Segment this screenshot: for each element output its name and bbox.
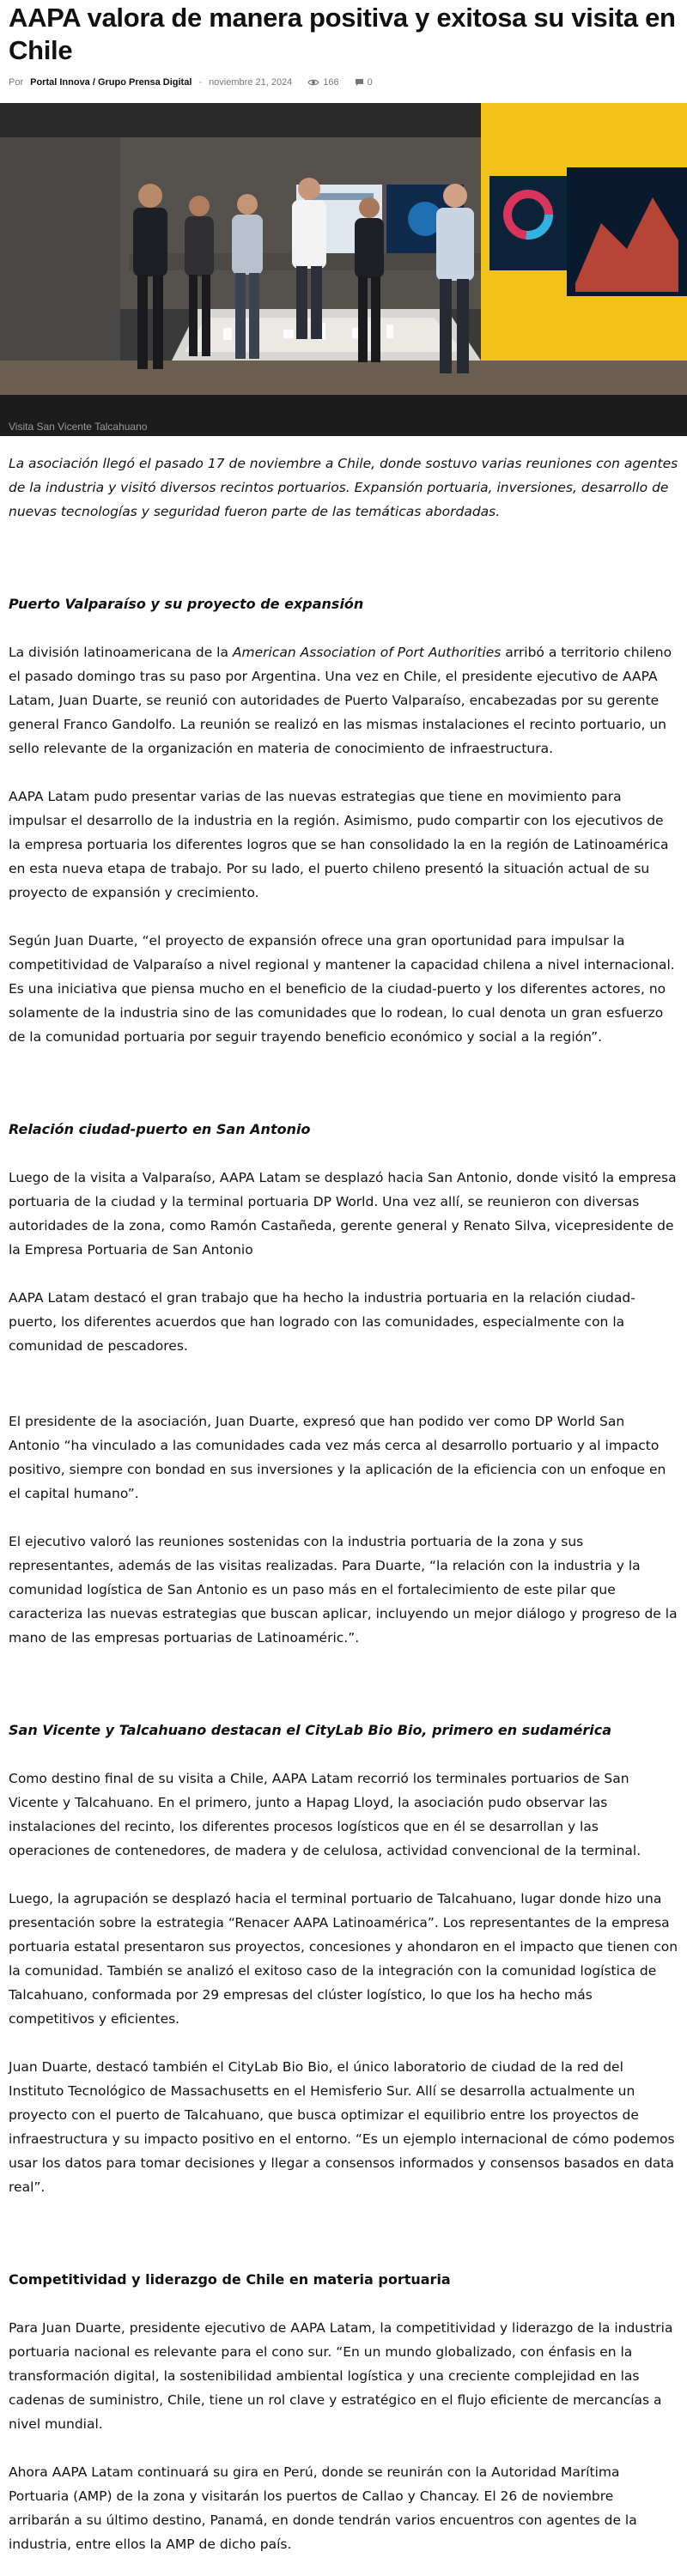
paragraph: Para Juan Duarte, presidente ejecutivo de AAPA Latam, la competitividad y liderazgo de la industria portuaria nacional es relevante para el cono sur. “En un mundo globalizado, con énfasis en la transformación digital, la sostenibilidad ambiental logística y una creciente complejidad en las cadenas de suministro, Chile, tiene un rol clave y estratégico en el flujo eficiente de mercancías a nivel mundial. — [9, 2320, 673, 2432]
paragraph: El presidente de la asociación, Juan Duarte, expresó que han podido ver como DP World San Antonio “ha vinculado a las comunidades cada vez más cerca al desarrollo portuario y al impacto positivo, siempre con bondad en sus inversiones y la aplicación de la eficiencia con un enfoque en el capital humano”. — [9, 1414, 666, 1501]
image-caption: Visita San Vicente Talcahuano — [9, 421, 148, 433]
section-heading-valparaiso: Puerto Valparaíso y su proyecto de expansión — [9, 596, 364, 612]
article-meta — [9, 72, 678, 93]
paragraph — [9, 640, 678, 761]
text-span: La división latinoamericana de la — [9, 645, 233, 660]
article-body — [9, 436, 678, 2556]
group-photo — [0, 103, 687, 436]
paragraph: AAPA Latam destacó el gran trabajo que ha hecho la industria portuaria en la relación ciudad-puerto, los diferentes acuerdos que han logrado con las comunidades, especialmente con la comunidad de pescadores. — [9, 1290, 635, 1354]
emphasis-text: American Association of Port Authorities — [232, 645, 502, 660]
views-value: 166 — [323, 77, 339, 88]
comments-link[interactable] — [355, 77, 373, 88]
publish-date: noviembre 21, 2024 — [209, 77, 293, 88]
meta-separator: - — [198, 77, 203, 88]
section-heading-san-antonio: Relación ciudad-puerto en San Antonio — [9, 1121, 311, 1137]
comment-icon — [355, 78, 364, 87]
paragraph: Luego de la visita a Valparaíso, AAPA Latam se desplazó hacia San Antonio, donde visitó la empresa portuaria de la ciudad y la terminal portuaria DP World. Una vez allí, se reunieron con diversas autoridades de la zona, como Ramón Castañeda, gerente general y Renato Silva, vicepresidente de la Empresa Portuaria de San Antonio — [9, 1170, 677, 1258]
views-count — [307, 77, 338, 88]
featured-photo — [0, 103, 687, 436]
comments-value: 0 — [367, 77, 373, 88]
paragraph: AAPA Latam pudo presentar varias de las nuevas estrategias que tiene en movimiento para impulsar el desarrollo de la industria en la región. Asimismo, pudo compartir con los ejecutivos de la empresa portuaria los diferentes logros que se han consolidado la en la región de Latinoamérica en esta nueva etapa de trabajo. Por su lado, el puerto chileno presentó la situación actual de su proyecto de expansión y crecimiento. — [9, 789, 669, 900]
article-lead: La asociación llegó el pasado 17 de noviembre a Chile, donde sostuvo varias reuniones con agentes de la industria y visitó diversos recintos portuarios. Expansión portuaria, inversiones, desarrollo de nuevas tecnologías y seguridad fueron parte de las temáticas abordadas. — [9, 456, 678, 519]
paragraph: Luego, la agrupación se desplazó hacia el terminal portuario de Talcahuano, lugar donde hizo una presentación sobre la estrategia “Renacer AAPA Latinoamérica”. Los representantes de la empresa portuaria estatal presentaron sus proyectos, concesiones y ahondaron en el impacto que tienen con la comunidad. También se analizó el exitoso caso de la integración con la comunidad logística de Talcahuano, conformada por 29 empresas del clúster logístico, lo que los ha hecho más competitivos y eficientes. — [9, 1891, 678, 2027]
eye-icon — [307, 78, 319, 87]
text-span: arribó a territorio chileno el pasado domingo tras su paso por Argentina. Una vez en Chile, el presidente ejecutivo de AAPA Latam, Juan Duarte, se reunió con autoridades de Puerto Valparaíso, encabezadas por su gerente general Franco Gandolfo. La reunión se realizó en las mismas instalaciones el recinto portuario, un sello relevante de la organización en materia de conocimiento de infraestructura. — [9, 645, 672, 756]
paragraph: El ejecutivo valoró las reuniones sostenidas con la industria portuaria de la zona y sus representantes, además de las visitas realizadas. Para Duarte, “la relación con la industria y la comunidad logística de San Antonio es un paso más en el fortalecimiento de este pilar que caracteriza las nuevas estrategias que buscan aplicar, incluyendo un mejor diálogo y progreso de la mano de las empresas portuarias de Latinoaméric.”. — [9, 1534, 678, 1646]
paragraph: Como destino final de su visita a Chile, AAPA Latam recorrió los terminales portuarios de San Vicente y Talcahuano. En el primero, junto a Hapag Lloyd, la asociación pudo observar las instalaciones del recinto, los diferentes procesos logísticos que en él se desarrollan y las operaciones de contenedores, de madera y de celulosa, actividad convencional de la terminal. — [9, 1771, 641, 1858]
paragraph: Juan Duarte, destacó también el CityLab Bio Bio, el único laboratorio de ciudad de la red del Instituto Tecnológico de Massachusetts en el Hemisferio Sur. Allí se desarrolla actualmente un proyecto con el puerto de Talcahuano, que busca optimizar el equilibrio entre los proyectos de infraestructura y su impacto positivo en el entorno. “Es un ejemplo internacional de cómo podemos usar los datos para tomar decisiones y llegar a consensos informados y consensos basados en data real”. — [9, 2059, 675, 2195]
author-link[interactable]: Portal Innova / Grupo Prensa Digital — [30, 77, 192, 88]
section-heading-talcahuano: San Vicente y Talcahuano destacan el CityLab Bio Bio, primero en sudamérica — [9, 1722, 612, 1738]
paragraph: Ahora AAPA Latam continuará su gira en Perú, donde se reunirán con la Autoridad Marítima Portuaria (AMP) de la zona y visitarán los puertos de Callao y Chancay. El 26 de noviembre arribarán a su último destino, Panamá, en donde tendrán varios encuentros con agentes de la industria, entre ellos la AMP de dicho país. — [9, 2464, 637, 2552]
section-heading-competitividad: Competitividad y liderazgo de Chile en materia portuaria — [9, 2271, 451, 2288]
article-title: AAPA valora de manera positiva y exitosa su visita en Chile — [9, 3, 676, 65]
meta-by: Por — [9, 77, 24, 88]
featured-image — [0, 103, 687, 436]
paragraph: Según Juan Duarte, “el proyecto de expansión ofrece una gran oportunidad para impulsar la competitividad de Valparaíso a nivel regional y mantener la capacidad chilena a nivel internacional. Es una iniciativa que piensa mucho en el beneficio de la ciudad-puerto y los diferentes actores, no solamente de la industria sino de las comunidades que lo rodean, lo cual denota un gran esfuerzo de la comunidad portuaria por seguir trayendo beneficio económico y social a la región”. — [9, 933, 675, 1045]
